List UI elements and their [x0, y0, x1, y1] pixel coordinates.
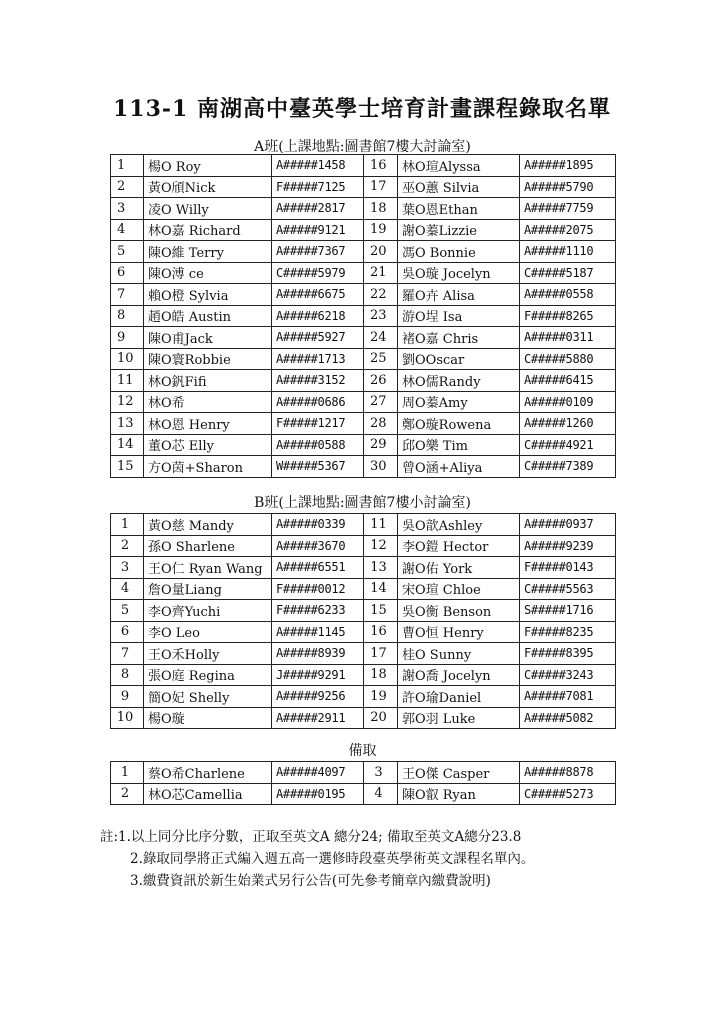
student-name: 詹O量Liang	[144, 578, 272, 600]
student-id: J#####9291	[272, 664, 364, 686]
student-name: 林O芯Camellia	[144, 783, 272, 805]
row-number: 7	[111, 643, 144, 665]
student-id: F#####8395	[520, 643, 616, 665]
student-id: C#####5187	[520, 262, 616, 284]
student-name: 方O茵+Sharon	[144, 456, 272, 478]
student-id: C#####7389	[520, 456, 616, 478]
row-number: 30	[364, 456, 398, 478]
student-name: 宋O瑄 Chloe	[398, 578, 520, 600]
class-b-table-row	[111, 578, 616, 600]
row-number: 18	[364, 664, 398, 686]
notes	[100, 826, 700, 892]
row-number: 9	[111, 686, 144, 708]
class-b-table-row	[111, 514, 616, 536]
waitlist-table-row	[111, 783, 616, 805]
row-number: 19	[364, 219, 398, 241]
student-name: 賴O橙 Sylvia	[144, 284, 272, 306]
student-name: 趙O皓 Austin	[144, 305, 272, 327]
row-number: 13	[111, 413, 144, 435]
student-id: A#####2075	[520, 219, 616, 241]
student-name: 羅O卉 Alisa	[398, 284, 520, 306]
note-3: 3.繳費資訊於新生始業式另行公告(可先參考簡章內繳費說明)	[130, 873, 491, 889]
student-id: C#####3243	[520, 664, 616, 686]
row-number: 10	[111, 348, 144, 370]
student-name: 李O齊Yuchi	[144, 600, 272, 622]
page-title: 113-1 南湖高中臺英學士培育計畫課程錄取名單	[112, 96, 612, 122]
student-name: 林O釩Fifi	[144, 370, 272, 392]
class-b-table-row	[111, 707, 616, 729]
row-number: 29	[364, 434, 398, 456]
student-id: A#####2817	[272, 198, 364, 220]
student-id: C#####4921	[520, 434, 616, 456]
student-id: A#####9121	[272, 219, 364, 241]
student-id: A#####7081	[520, 686, 616, 708]
student-id: A#####1895	[520, 155, 616, 177]
student-id: C#####5273	[520, 783, 616, 805]
class-b-table-row	[111, 535, 616, 557]
waitlist-table-row	[111, 762, 616, 784]
student-name: 楊O Roy	[144, 155, 272, 177]
student-id: A#####2911	[272, 707, 364, 729]
row-number: 3	[111, 198, 144, 220]
row-number: 15	[111, 456, 144, 478]
row-number: 3	[364, 762, 398, 784]
class-b-table-row	[111, 557, 616, 579]
row-number: 12	[364, 535, 398, 557]
student-name: 林O希	[144, 391, 272, 413]
row-number: 5	[111, 600, 144, 622]
row-number: 2	[111, 176, 144, 198]
class-a-table-row	[111, 434, 616, 456]
student-id: A#####0195	[272, 783, 364, 805]
class-a-table-row	[111, 370, 616, 392]
student-id: A#####0588	[272, 434, 364, 456]
student-id: F#####8235	[520, 621, 616, 643]
student-id: A#####4097	[272, 762, 364, 784]
class-a-table-row	[111, 305, 616, 327]
waitlist-heading: 備取	[348, 743, 377, 759]
class-a-table-row	[111, 327, 616, 349]
student-name: 馮O Bonnie	[398, 241, 520, 263]
row-number: 8	[111, 664, 144, 686]
student-id: A#####5790	[520, 176, 616, 198]
row-number: 7	[111, 284, 144, 306]
student-name: 葉O恩Ethan	[398, 198, 520, 220]
student-name: 吳O衡 Benson	[398, 600, 520, 622]
row-number: 26	[364, 370, 398, 392]
student-id: A#####5082	[520, 707, 616, 729]
student-name: 謝O喬 Jocelyn	[398, 664, 520, 686]
class-a-table-row	[111, 348, 616, 370]
waitlist-table	[110, 761, 616, 805]
student-name: 許O瑜Daniel	[398, 686, 520, 708]
student-id: A#####0937	[520, 514, 616, 536]
row-number: 6	[111, 262, 144, 284]
row-number: 20	[364, 707, 398, 729]
row-number: 5	[111, 241, 144, 263]
student-name: 郭O羽 Luke	[398, 707, 520, 729]
student-name: 張O庭 Regina	[144, 664, 272, 686]
student-id: F#####1217	[272, 413, 364, 435]
row-number: 8	[111, 305, 144, 327]
class-a-heading: A班(上課地點:圖書館7樓大討論室)	[254, 139, 471, 155]
row-number: 2	[111, 535, 144, 557]
student-name: 李O鎧 Hector	[398, 535, 520, 557]
student-name: 林O嘉 Richard	[144, 219, 272, 241]
row-number: 13	[364, 557, 398, 579]
note-2: 2.錄取同學將正式編入週五高一選修時段臺英學術英文課程名單內。	[130, 851, 535, 867]
student-name: 林O恩 Henry	[144, 413, 272, 435]
student-name: 周O蓁Amy	[398, 391, 520, 413]
student-name: 游O埕 Isa	[398, 305, 520, 327]
row-number: 4	[111, 578, 144, 600]
student-id: A#####6551	[272, 557, 364, 579]
student-name: 王O禾Holly	[144, 643, 272, 665]
student-name: 李O Leo	[144, 621, 272, 643]
student-id: A#####8939	[272, 643, 364, 665]
student-id: A#####0686	[272, 391, 364, 413]
student-name: 陳O甫Jack	[144, 327, 272, 349]
student-id: A#####3152	[272, 370, 364, 392]
class-b-table-row	[111, 621, 616, 643]
student-name: 陳O叡 Ryan	[398, 783, 520, 805]
row-number: 11	[364, 514, 398, 536]
student-name: 楊O璇	[144, 707, 272, 729]
student-id: A#####7367	[272, 241, 364, 263]
student-id: A#####0558	[520, 284, 616, 306]
class-a-table-row	[111, 155, 616, 177]
student-name: 林O儒Randy	[398, 370, 520, 392]
class-a-table-row	[111, 262, 616, 284]
row-number: 2	[111, 783, 144, 805]
student-name: 桂O Sunny	[398, 643, 520, 665]
row-number: 23	[364, 305, 398, 327]
student-id: S#####1716	[520, 600, 616, 622]
student-name: 王O傑 Casper	[398, 762, 520, 784]
class-b-table-row	[111, 600, 616, 622]
row-number: 17	[364, 176, 398, 198]
row-number: 15	[364, 600, 398, 622]
student-id: F#####7125	[272, 176, 364, 198]
student-id: A#####9256	[272, 686, 364, 708]
row-number: 14	[111, 434, 144, 456]
class-a-table-row	[111, 176, 616, 198]
class-a-table-row	[111, 219, 616, 241]
student-name: 陳O溥 ce	[144, 262, 272, 284]
student-name: 曾O涵+Aliya	[398, 456, 520, 478]
row-number: 17	[364, 643, 398, 665]
class-a-table-row	[111, 413, 616, 435]
row-number: 3	[111, 557, 144, 579]
student-id: F#####8265	[520, 305, 616, 327]
student-name: 黃O慈 Mandy	[144, 514, 272, 536]
student-id: C#####5880	[520, 348, 616, 370]
student-id: A#####5927	[272, 327, 364, 349]
student-id: A#####7759	[520, 198, 616, 220]
student-name: 巫O蕙 Silvia	[398, 176, 520, 198]
row-number: 16	[364, 155, 398, 177]
row-number: 14	[364, 578, 398, 600]
student-id: A#####1260	[520, 413, 616, 435]
row-number: 9	[111, 327, 144, 349]
student-name: 謝O蓁Lizzie	[398, 219, 520, 241]
row-number: 1	[111, 514, 144, 536]
row-number: 12	[111, 391, 144, 413]
student-id: A#####6218	[272, 305, 364, 327]
student-id: A#####0311	[520, 327, 616, 349]
student-name: 謝O佑 York	[398, 557, 520, 579]
student-name: 董O芯 Elly	[144, 434, 272, 456]
student-id: A#####6675	[272, 284, 364, 306]
student-name: 曹O恒 Henry	[398, 621, 520, 643]
student-name: 褚O嘉 Chris	[398, 327, 520, 349]
row-number: 19	[364, 686, 398, 708]
student-id: F#####0143	[520, 557, 616, 579]
student-id: A#####1145	[272, 621, 364, 643]
student-id: A#####1110	[520, 241, 616, 263]
student-id: A#####1713	[272, 348, 364, 370]
student-name: 陳O寰Robbie	[144, 348, 272, 370]
class-a-table-row	[111, 198, 616, 220]
row-number: 16	[364, 621, 398, 643]
class-a-table-row	[111, 241, 616, 263]
row-number: 11	[111, 370, 144, 392]
class-b-table-row	[111, 686, 616, 708]
student-id: A#####8878	[520, 762, 616, 784]
class-a-table-row	[111, 284, 616, 306]
student-id: A#####0109	[520, 391, 616, 413]
row-number: 28	[364, 413, 398, 435]
student-name: 黃O頎Nick	[144, 176, 272, 198]
class-b-table-row	[111, 664, 616, 686]
class-b-table	[110, 513, 616, 729]
student-name: 簡O妃 Shelly	[144, 686, 272, 708]
student-name: 吳O璇 Jocelyn	[398, 262, 520, 284]
student-id: A#####0339	[272, 514, 364, 536]
student-name: 凌O Willy	[144, 198, 272, 220]
student-name: 鄭O璇Rowena	[398, 413, 520, 435]
student-name: 劉OOscar	[398, 348, 520, 370]
row-number: 22	[364, 284, 398, 306]
student-id: C#####5979	[272, 262, 364, 284]
student-id: A#####9239	[520, 535, 616, 557]
class-a-table-row	[111, 456, 616, 478]
class-b-heading: B班(上課地點:圖書館7樓小討論室)	[254, 495, 471, 511]
student-name: 吳O歆Ashley	[398, 514, 520, 536]
student-name: 孫O Sharlene	[144, 535, 272, 557]
row-number: 24	[364, 327, 398, 349]
class-a-table-row	[111, 391, 616, 413]
row-number: 20	[364, 241, 398, 263]
student-id: C#####5563	[520, 578, 616, 600]
student-id: F#####6233	[272, 600, 364, 622]
row-number: 18	[364, 198, 398, 220]
student-id: A#####3670	[272, 535, 364, 557]
student-name: 蔡O希Charlene	[144, 762, 272, 784]
row-number: 25	[364, 348, 398, 370]
class-b-table-row	[111, 643, 616, 665]
student-id: A#####6415	[520, 370, 616, 392]
student-id: F#####0012	[272, 578, 364, 600]
row-number: 10	[111, 707, 144, 729]
student-name: 邱O樂 Tim	[398, 434, 520, 456]
row-number: 6	[111, 621, 144, 643]
row-number: 21	[364, 262, 398, 284]
row-number: 1	[111, 762, 144, 784]
row-number: 27	[364, 391, 398, 413]
note-1: 註:1.以上同分比序分數，正取至英文A 總分24; 備取至英文A總分23.8	[100, 829, 522, 845]
student-name: 林O瑄Alyssa	[398, 155, 520, 177]
student-id: A#####1458	[272, 155, 364, 177]
student-name: 陳O維 Terry	[144, 241, 272, 263]
row-number: 4	[364, 783, 398, 805]
student-id: W#####5367	[272, 456, 364, 478]
row-number: 1	[111, 155, 144, 177]
row-number: 4	[111, 219, 144, 241]
student-name: 王O仁 Ryan Wang	[144, 557, 272, 579]
class-a-table	[110, 154, 616, 478]
